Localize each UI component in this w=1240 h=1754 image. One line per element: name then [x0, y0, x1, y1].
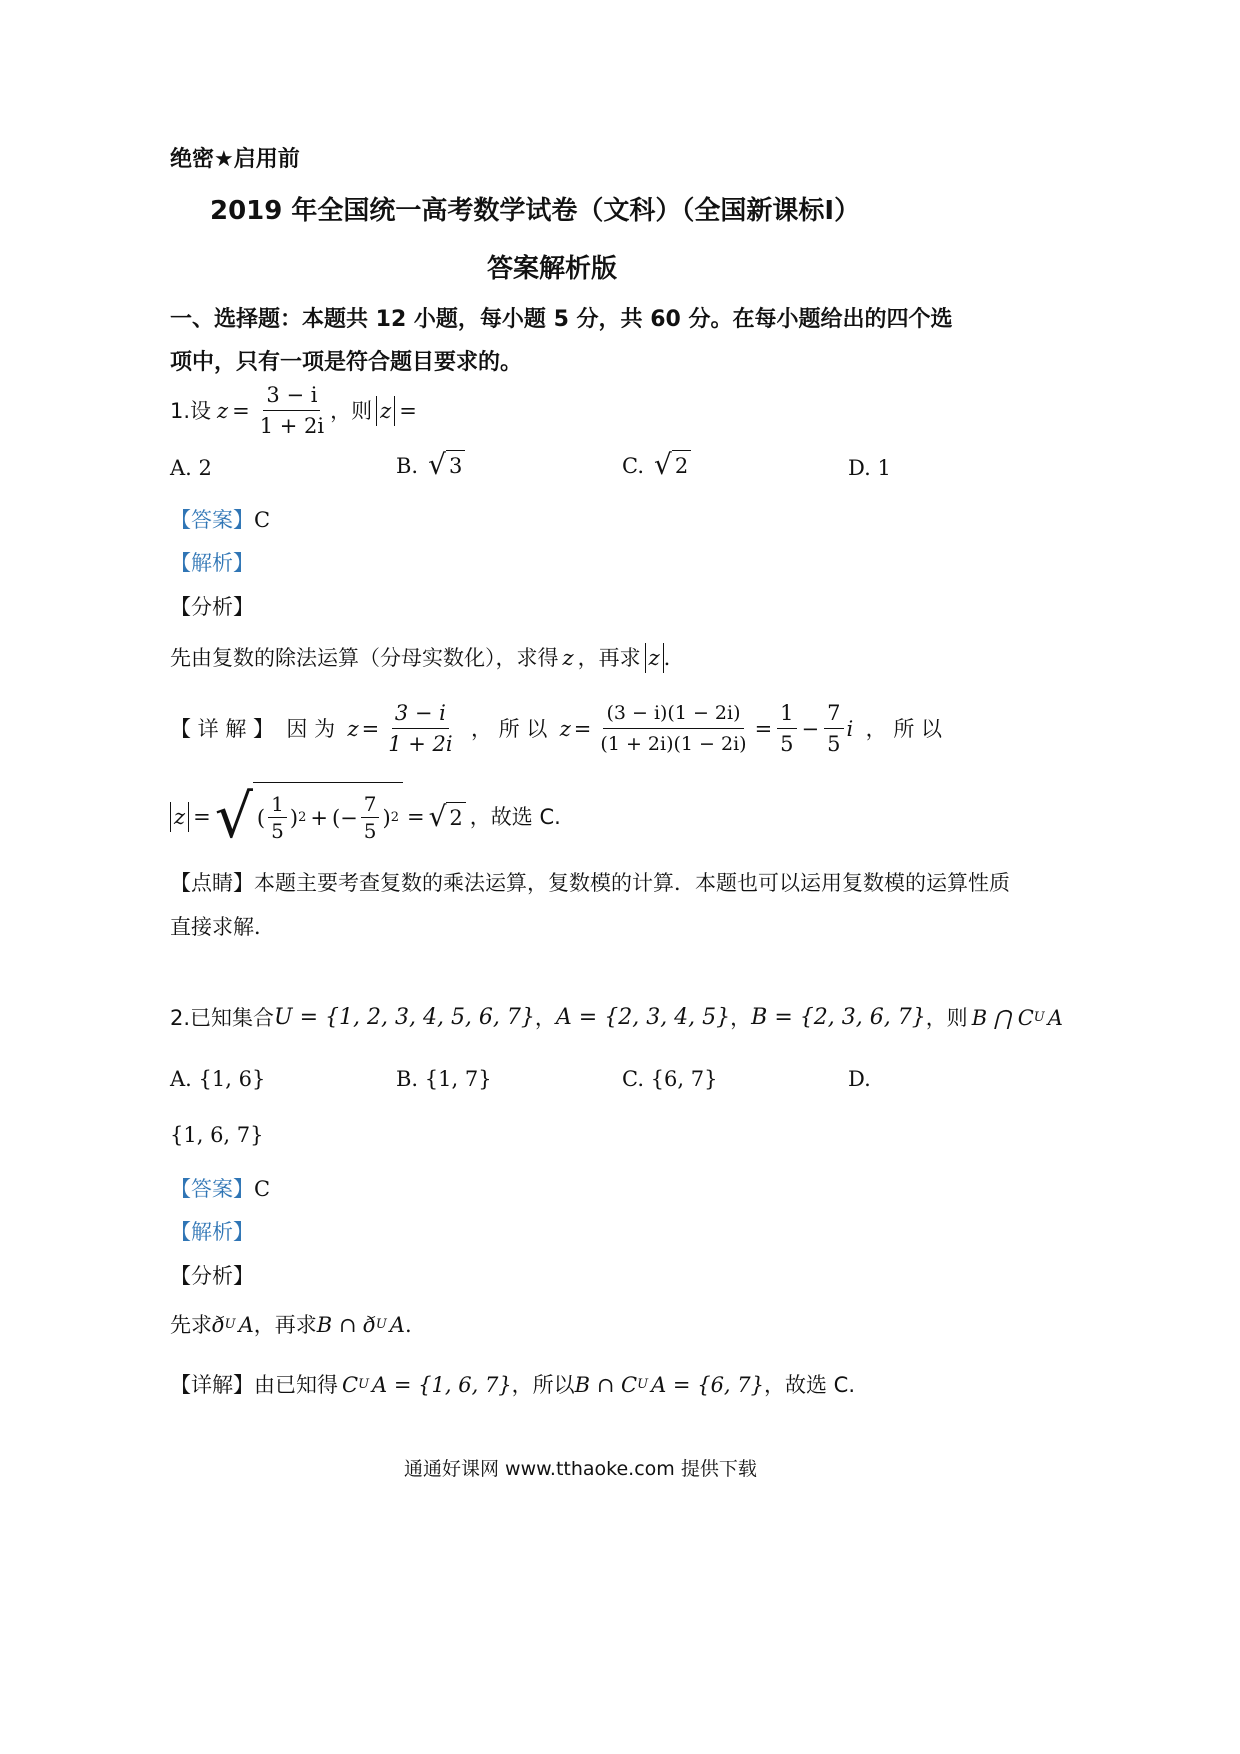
sqrt-icon: √ 3	[428, 450, 465, 481]
q2-fenxi	[170, 1310, 412, 1340]
q1-fenxi-mid: ，再求	[577, 646, 641, 670]
q1-detail-z1: z	[347, 716, 359, 741]
q1-mod-frac2	[361, 793, 380, 842]
q1-detail-frac3	[777, 700, 796, 757]
q1-detail-frac1-den: 1 + 2i	[388, 732, 453, 756]
q1-detail-minus: −	[801, 716, 820, 741]
q1-point-line1	[170, 868, 1010, 898]
q2-fenxi-a1: A	[238, 1313, 254, 1337]
q2-comma1: ，	[534, 1006, 556, 1030]
q1-fenxi-abs-z: z	[645, 643, 664, 673]
q2-fenxi-sub2: U	[375, 1317, 387, 1332]
q1-point-line2: 直接求解．	[170, 915, 275, 939]
sqrt-icon: √ 2	[429, 802, 466, 833]
q1-option-b	[396, 450, 465, 481]
q1-detail-i: i	[846, 716, 854, 741]
q1-option-c-value: 2	[672, 450, 691, 481]
q1-var-z: z	[217, 398, 229, 423]
q1-option-c-label: C.	[622, 453, 644, 478]
q1-detail-frac2	[597, 700, 749, 757]
q2-fenxi-b: ，再求	[253, 1313, 317, 1337]
q1-point-tag: 【点睛】	[170, 871, 254, 895]
q1-fraction	[257, 382, 327, 439]
q2-fenxi-end: .	[404, 1313, 412, 1337]
q2-expr-tail: A	[1047, 1006, 1063, 1030]
q1-detail-frac3-num: 1	[777, 700, 796, 729]
q1-option-d: D. 1	[848, 456, 891, 480]
q2-detail-eq1: C	[342, 1373, 359, 1397]
q1-mod-end: ，故选 C.	[469, 805, 561, 829]
q2-detail-end: ，故选 C.	[764, 1373, 856, 1397]
q1-mod-eq2: =	[406, 805, 425, 829]
page-subtitle: 答案解析版	[487, 254, 618, 284]
q1-mod-eq: =	[193, 805, 211, 829]
q2-option-d: D.	[848, 1067, 871, 1091]
q2-stem	[170, 1003, 1063, 1033]
q1-detail-eq1-sign: =	[361, 716, 380, 741]
q1-modulus	[170, 782, 561, 852]
q2-fenxi-a2: A	[389, 1313, 405, 1337]
q1-detail-frac2-num: (3 − i)(1 − 2i)	[603, 700, 743, 729]
q1-detail-frac1	[385, 700, 455, 757]
q2-fenxi-a: 先求	[170, 1313, 212, 1337]
q1-abs-z: z	[376, 396, 395, 426]
q1-eq: =	[232, 398, 250, 423]
q1-option-a: A. 2	[170, 456, 212, 480]
q2-fenxi-sym1: ð	[212, 1313, 225, 1337]
q1-mod-frac2-den: 5	[363, 819, 377, 843]
q1-detail-so2: ， 所 以	[865, 716, 942, 741]
q1-detail-frac3-den: 5	[780, 732, 794, 756]
q2-option-a: A. {1, 6}	[170, 1067, 266, 1091]
q1-detail-frac1-num: 3 − i	[392, 700, 449, 729]
q2-detail-tag: 【详解】	[170, 1373, 254, 1397]
q1-stem	[170, 382, 417, 439]
q2-option-c: C. {6, 7}	[622, 1067, 718, 1091]
q1-fenxi-z: z	[562, 646, 574, 670]
section-heading-line2: 项中，只有一项是符合题目要求的。	[170, 350, 523, 375]
q2-expr-sub: U	[1033, 1010, 1045, 1025]
q2-answer-tag: 【答案】	[170, 1177, 254, 1201]
q2-detail-eq2: B ∩ C	[574, 1373, 638, 1397]
q1-option-b-value: 3	[446, 450, 465, 481]
q1-detail-z2: z	[559, 716, 571, 741]
q1-fenxi-text: 先由复数的除法运算（分母实数化），求得	[170, 646, 559, 670]
q1-answer	[170, 505, 270, 535]
q1-detail-so: ， 所 以	[470, 716, 548, 741]
q2-stem-text: 2.已知集合	[170, 1006, 275, 1030]
q1-detail-eq1	[348, 700, 459, 757]
q2-detail-eq2-tail: A = {6, 7}	[651, 1373, 764, 1397]
q2-comma2: ，	[730, 1006, 752, 1030]
q2-detail-so: ，所以	[511, 1373, 575, 1397]
q2-detail-eq2-sub: U	[637, 1377, 649, 1392]
q2-option-b: B. {1, 7}	[396, 1067, 492, 1091]
q2-detail-eq1-sub: U	[358, 1377, 370, 1392]
sqrt-icon: √ 2	[654, 450, 691, 481]
q1-mod-frac1-num: 1	[268, 793, 287, 818]
q2-set-a: A = {2, 3, 4, 5}	[555, 1005, 731, 1030]
q1-mod-abs-z: z	[170, 802, 189, 832]
q1-detail-line1	[170, 700, 942, 757]
q2-detail-text: 由已知得	[254, 1373, 338, 1397]
q2-fenxi-sub1: U	[224, 1317, 236, 1332]
q1-answer-tag: 【答案】	[170, 508, 254, 532]
q2-set-b: B = {2, 3, 6, 7}	[751, 1005, 926, 1030]
page-title: 2019 年全国统一高考数学试卷（文科）（全国新课标Ⅰ）	[210, 196, 861, 226]
q1-option-c	[622, 450, 691, 481]
q1-mid: ，则	[330, 398, 373, 423]
q1-mod-frac1	[268, 793, 287, 842]
q1-detail-frac4-den: 5	[827, 732, 841, 756]
q2-fenxi-sym2: B ∩ ð	[316, 1313, 376, 1337]
secret-label: 绝密★启用前	[170, 147, 300, 172]
q1-mod-frac2-num: 7	[361, 793, 380, 818]
q1-option-b-label: B.	[396, 453, 419, 478]
q1-mod-sqrt2: 2	[446, 802, 465, 833]
q1-fenxi-tag: 【分析】	[170, 595, 254, 619]
q1-tail: =	[399, 398, 417, 423]
q1-mod-frac1-den: 5	[271, 819, 284, 843]
sqrt-icon: √ ( $\frac{1}{5}$ ) 2 + (− $\frac{7}{5}$ ) 2	[215, 782, 403, 852]
q1-answer-value: C	[254, 508, 271, 532]
q1-fraction-den: 1 + 2i	[259, 414, 325, 438]
q2-option-d-value: {1, 6, 7}	[170, 1123, 264, 1147]
q2-answer-value: C	[254, 1177, 271, 1201]
q1-detail-frac4-num: 7	[824, 700, 843, 729]
q2-detail-eq1-tail: A = {1, 6, 7}	[372, 1373, 512, 1397]
section-heading-line1: 一、选择题：本题共 12 小题，每小题 5 分，共 60 分。在每小题给出的四个选	[170, 307, 953, 332]
q1-detail-because: 因 为	[286, 716, 336, 741]
q2-analysis-tag: 【解析】	[170, 1220, 254, 1244]
q1-detail-frac2-den: (1 + 2i)(1 − 2i)	[600, 733, 747, 755]
page-footer: 通通好课网 www.tthaoke.com 提供下载	[404, 1458, 757, 1480]
q1-detail-eq3-sign: =	[754, 716, 773, 741]
q1-fenxi-end: .	[663, 646, 671, 670]
q1-analysis-tag: 【解析】	[170, 551, 254, 575]
q2-set-u: U = {1, 2, 3, 4, 5, 6, 7}	[274, 1005, 535, 1030]
q1-detail-frac4	[824, 700, 843, 757]
q2-fenxi-tag: 【分析】	[170, 1264, 254, 1288]
q2-then: ，则	[925, 1006, 968, 1030]
q1-point-text1: 本题主要考查复数的乘法运算，复数模的计算．本题也可以运用复数模的运算性质	[254, 871, 1010, 895]
q1-mod-radicand: ( $\frac{1}{5}$ ) 2 + (− $\frac{7}{5}$ ) 2	[253, 782, 403, 852]
q1-fenxi	[170, 643, 670, 673]
q2-expr: B ⋂ C	[971, 1006, 1034, 1030]
q1-detail-tag: 【 详 解 】	[170, 716, 275, 741]
q2-detail	[170, 1370, 855, 1400]
q1-detail-eq2	[560, 700, 854, 757]
q1-detail-eq2-sign: =	[573, 716, 592, 741]
q2-answer	[170, 1174, 270, 1204]
q1-fraction-num: 3 − i	[263, 382, 320, 411]
q1-prefix: 1.设	[170, 398, 212, 423]
